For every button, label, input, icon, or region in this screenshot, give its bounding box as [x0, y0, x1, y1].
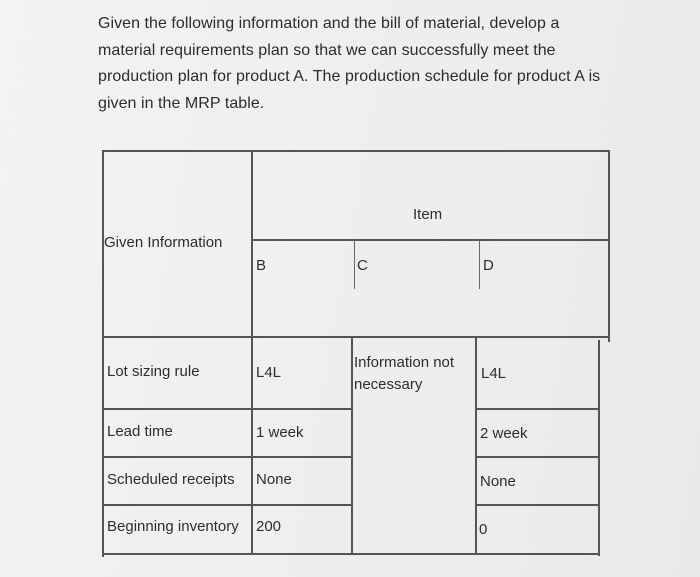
item-col-tick-c [354, 239, 355, 289]
column-header-c: C [357, 257, 368, 274]
row-label-lot-sizing: Lot sizing rule [107, 363, 200, 380]
row-label-scheduled-receipts: Scheduled receipts [107, 471, 235, 488]
question-text [98, 11, 658, 117]
column-header-b: B [256, 257, 267, 274]
table-border-right-lower [598, 340, 600, 556]
cell-b-lot-sizing: L4L [256, 364, 282, 381]
cell-d-beginning-inventory: 0 [479, 521, 488, 538]
header-row-rule [102, 336, 610, 338]
cell-b-scheduled-receipts: None [256, 471, 292, 488]
row-rule-2 [102, 456, 352, 458]
item-header-rule [251, 239, 609, 241]
row-rule-3 [102, 504, 352, 506]
table-border-right [608, 150, 610, 342]
table-border-bottom [102, 553, 600, 555]
item-group-header: Item [413, 206, 443, 223]
cell-d-lot-sizing: L4L [481, 365, 507, 382]
row-rule-1 [102, 408, 352, 410]
question-line: given in the MRP table. [98, 94, 265, 112]
question-line: Given the following information and the bill of material, develop a [98, 15, 560, 32]
table-border-top [102, 150, 610, 152]
label-column-divider-lower [251, 410, 253, 554]
question-line: material requirements plan so that we can successfully meet the [98, 41, 556, 59]
row-label-beginning-inventory: Beginning inventory [107, 518, 239, 535]
question-line: production plan for product A. The production schedule for product A is [98, 68, 601, 85]
row-rule-1-d [475, 408, 600, 410]
cell-b-beginning-inventory: 200 [256, 518, 282, 535]
row-rule-2-d [475, 456, 600, 458]
item-col-tick-d [479, 239, 480, 289]
column-header-d: D [483, 257, 494, 274]
row-label-lead-time: Lead time [107, 423, 173, 440]
cell-d-lead-time: 2 week [480, 425, 528, 442]
cell-d-scheduled-receipts: None [480, 473, 516, 490]
cell-c-lot-sizing: Information not necessary [354, 354, 455, 393]
label-column-divider-upper [251, 150, 253, 412]
col-d-left-divider [475, 338, 477, 555]
col-c-left-divider [351, 338, 353, 555]
cell-b-lead-time: 1 week [256, 424, 304, 441]
row-rule-3-d [475, 504, 600, 506]
table-border-left [102, 150, 104, 557]
row-header-label: Given Information [104, 234, 223, 251]
